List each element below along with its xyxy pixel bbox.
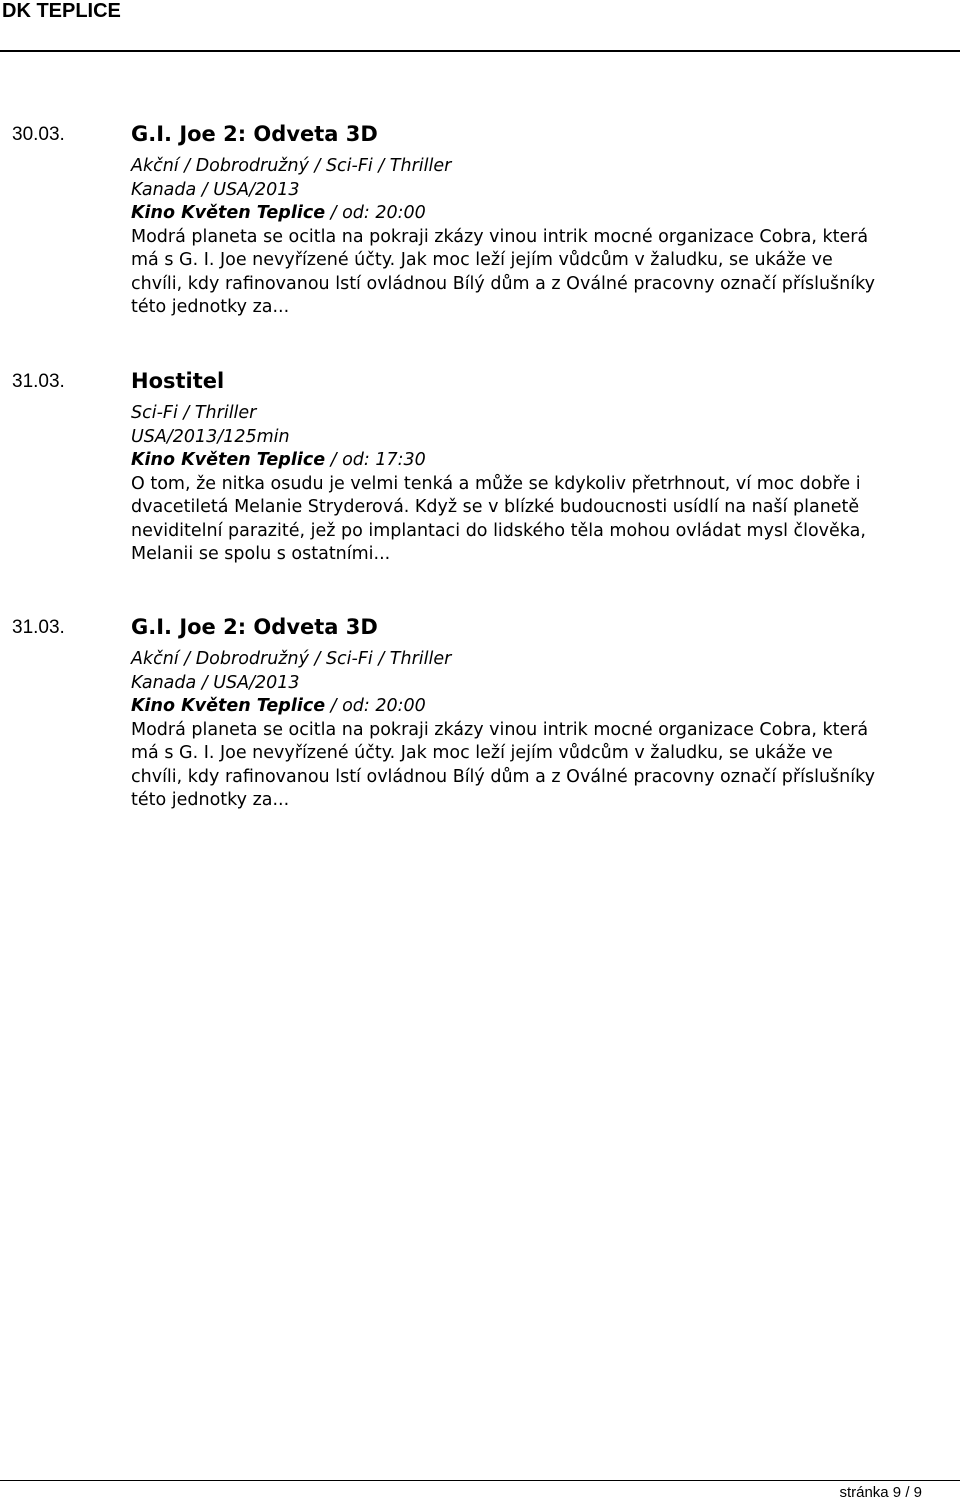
event-time: 17:30	[375, 450, 426, 470]
event-description: O tom, že nitka osudu je velmi tenká a může se kdykoliv přetrhnout, ví moc dobře i dvacetiletá Melanie Stryderová. Když se v blízké budoucnosti usídlí na naší planetě neviditelní parazité, jež po implantaci do lidského těla mohou ovládat mysl člověka, Melanii se spolu s ostatními...	[131, 473, 866, 564]
event-genre: Sci-Fi / Thriller	[131, 403, 257, 423]
event-title[interactable]: G.I. Joe 2: Odveta 3D	[131, 122, 378, 146]
page-number: stránka 9 / 9	[839, 1484, 922, 1501]
event-description: Modrá planeta se ocitla na pokraji zkázy vinou intrik mocné organizace Cobra, která má s G. I. Joe nevyřízené účty. Jak moc leží jejím vůdcům v žaludku, se ukáže ve chvíli, kdy rafinovanou lstí ovládnou Bílý dům a z Oválné pracovny označí příslušníky této jednotky za...	[131, 719, 875, 810]
event-time: 20:00	[375, 203, 426, 223]
event-venue: Kino Květen Teplice	[131, 450, 326, 470]
event-venue: Kino Květen Teplice	[131, 203, 326, 223]
event-genre: Akční / Dobrodružný / Sci-Fi / Thriller	[131, 156, 452, 176]
event-title[interactable]: Hostitel	[131, 369, 225, 393]
event-venue: Kino Květen Teplice	[131, 696, 326, 716]
event-description: Modrá planeta se ocitla na pokraji zkázy vinou intrik mocné organizace Cobra, která má s G. I. Joe nevyřízené účty. Jak moc leží jejím vůdcům v žaludku, se ukáže ve chvíli, kdy rafinovanou lstí ovládnou Bílý dům a z Oválné pracovny označí příslušníky této jednotky za...	[131, 226, 875, 317]
event-showtime	[131, 202, 876, 226]
page-header	[0, 0, 960, 52]
header-title: DK TEPLICE	[2, 0, 121, 22]
event-genre: Akční / Dobrodružný / Sci-Fi / Thriller	[131, 649, 452, 669]
event-details	[131, 648, 876, 813]
event-date: 30.03.	[12, 124, 65, 145]
event-origin: USA/2013/125min	[131, 426, 290, 447]
event-time-label: / od:	[325, 696, 376, 716]
event-origin: Kanada / USA/2013	[131, 179, 300, 200]
event-time-label: / od:	[325, 450, 376, 470]
event-date: 31.03.	[12, 371, 65, 392]
page-footer	[0, 1480, 960, 1504]
event-details	[131, 402, 876, 567]
event-time: 20:00	[375, 696, 426, 716]
event-origin: Kanada / USA/2013	[131, 672, 300, 693]
event-details	[131, 155, 876, 320]
footer-divider	[0, 1480, 960, 1481]
event-date: 31.03.	[12, 617, 65, 638]
event-time-label: / od:	[325, 203, 376, 223]
event-title[interactable]: G.I. Joe 2: Odveta 3D	[131, 615, 378, 639]
event-showtime	[131, 695, 876, 719]
event-showtime	[131, 449, 876, 473]
header-divider	[0, 50, 960, 52]
